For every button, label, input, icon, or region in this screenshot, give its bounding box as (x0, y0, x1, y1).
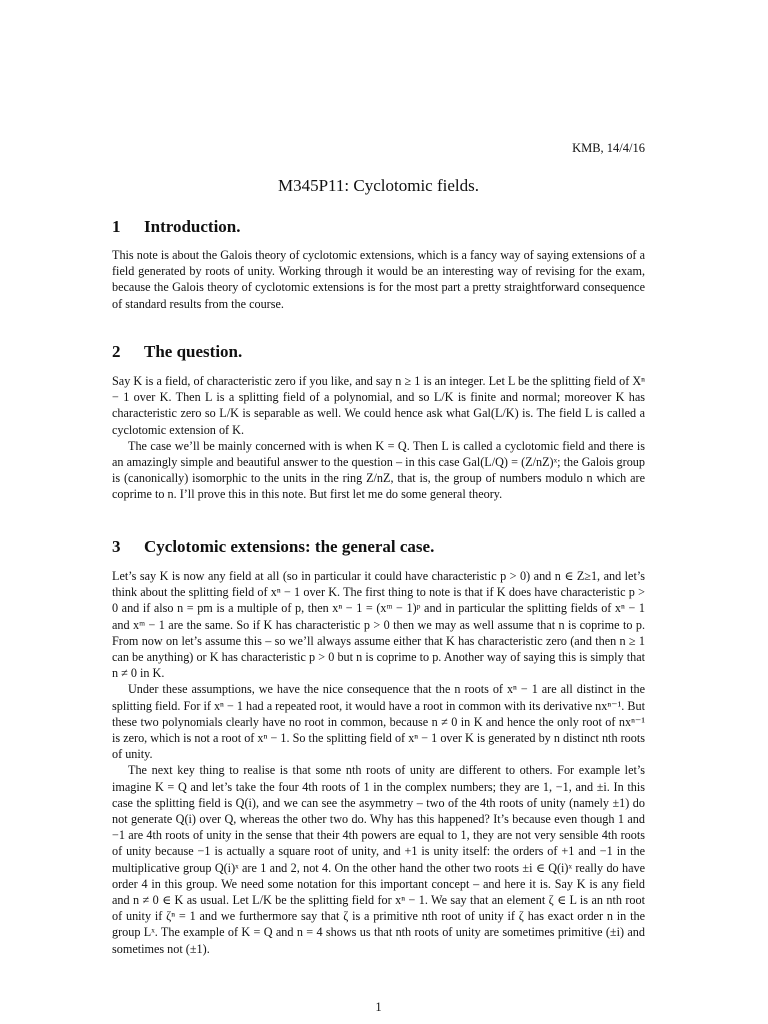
paragraph: Let’s say K is now any field at all (so in particular it could have characteristic p > 0) and n ∈ Z≥1, and let’s think about the splitting field of xⁿ − 1 over K. The first thing to note is that if K does have characteristic p > 0 and if also n = pm is a multiple of p, then xⁿ − 1 = (xᵐ − 1)ᵖ and in particular the splitting fields of xⁿ − 1 and xᵐ − 1 are the same. So if K has characteristic p > 0 then we may as well assume that n is coprime to p. From now on let’s assume this – so we’ll always assume either that K has characteristic zero (and then n ≥ 1 can be anything) or K has characteristic p > 0 but n is coprime to p. Another way of saying this is simply that n ≠ 0 in K. (112, 569, 645, 681)
section-body-question (112, 373, 645, 503)
author-date: KMB, 14/4/16 (572, 141, 645, 155)
section-number: 1 (112, 217, 121, 236)
document-title: M345P11: Cyclotomic fields. (277, 176, 479, 195)
page-number: 1 (375, 1000, 382, 1014)
section-body-general-case (112, 568, 645, 957)
section-title: The question. (144, 342, 243, 361)
paragraph: Under these assumptions, we have the nice consequence that the n roots of xⁿ − 1 are all distinct in the splitting field. For if xⁿ − 1 had a repeated root, it would have a root in common with its derivative nxⁿ⁻¹. But these two polynomials clearly have no root in common, because n ≠ 0 in K and hence the only root of nxⁿ⁻¹ is zero, which is not a root of xⁿ − 1. So the splitting field of xⁿ − 1 over K is generated by n distinct nth roots of unity. (112, 682, 645, 762)
paragraph: Say K is a field, of characteristic zero if you like, and say n ≥ 1 is an integer. Let L be the splitting field of Xⁿ − 1 over K. Then L is a splitting field of a polynomial, and so L/K is finite and normal; moreover K has characteristic zero so L/K is separable as well. We could hence ask what Gal(L/K) is. The field L is called a cyclotomic extension of K. (112, 374, 645, 437)
section-body-introduction (112, 247, 645, 312)
section-heading-introduction (112, 217, 241, 237)
document-page (112, 0, 645, 1024)
section-title: Introduction. (144, 217, 241, 236)
paragraph: This note is about the Galois theory of cyclotomic extensions, which is a fancy way of saying extensions of a field generated by roots of unity. Working through it would be an interesting way of revising for the exam, because the Galois theory of cyclotomic extensions is for the most part a pretty straightforward consequence of standard results from the course. (112, 248, 645, 311)
section-heading-general-case (112, 537, 434, 557)
section-number: 2 (112, 342, 121, 361)
section-title: Cyclotomic extensions: the general case. (144, 537, 435, 556)
paragraph: The case we’ll be mainly concerned with is when K = Q. Then L is called a cyclotomic field and there is an amazingly simple and beautiful answer to the question – in this case Gal(L/Q) = (Z/nZ)ˣ; the Galois group is (canonically) isomorphic to the units in the ring Z/nZ, that is, the group of numbers modulo n which are coprime to n. I’ll prove this in this note. But first let me do some general theory. (112, 438, 645, 502)
section-heading-question (112, 342, 242, 362)
paragraph: The next key thing to realise is that some nth roots of unity are different to others. For example let’s imagine K = Q and let’s take the four 4th roots of 1 in the complex numbers; they are 1, −1, and ±i. In this case the splitting field is Q(i), and we can see the asymmetry – two of the 4th roots of unity (namely ±1) do not generate Q(i) over Q, whereas the other two do. Why has this happened? It’s because even though 1 and −1 are 4th roots of unity in the sense that their 4th powers are equal to 1, they are not very sensible 4th roots of unity because −1 is actually a square root of unity, and +1 is unity itself: the orders of +1 and −1 in the multiplicative group Q(i)ˣ are 1 and 2, not 4. On the other hand the other two roots ±i ∈ Q(i)ˣ really do have order 4 in this group. We need some notation for this important concept – and here it is. Say K is any field and n ≠ 0 ∈ K as usual. Let L/K be the splitting field for xⁿ − 1. We say that an element ζ ∈ L is an nth root of unity if ζⁿ = 1 and we furthermore say that ζ is a primitive nth root of unity if ζ has exact order n in the group Lˣ. The example of K = Q and n = 4 shows us that nth roots of unity are sometimes primitive (±i) and sometimes not (±1). (112, 763, 645, 956)
section-number: 3 (112, 537, 121, 556)
